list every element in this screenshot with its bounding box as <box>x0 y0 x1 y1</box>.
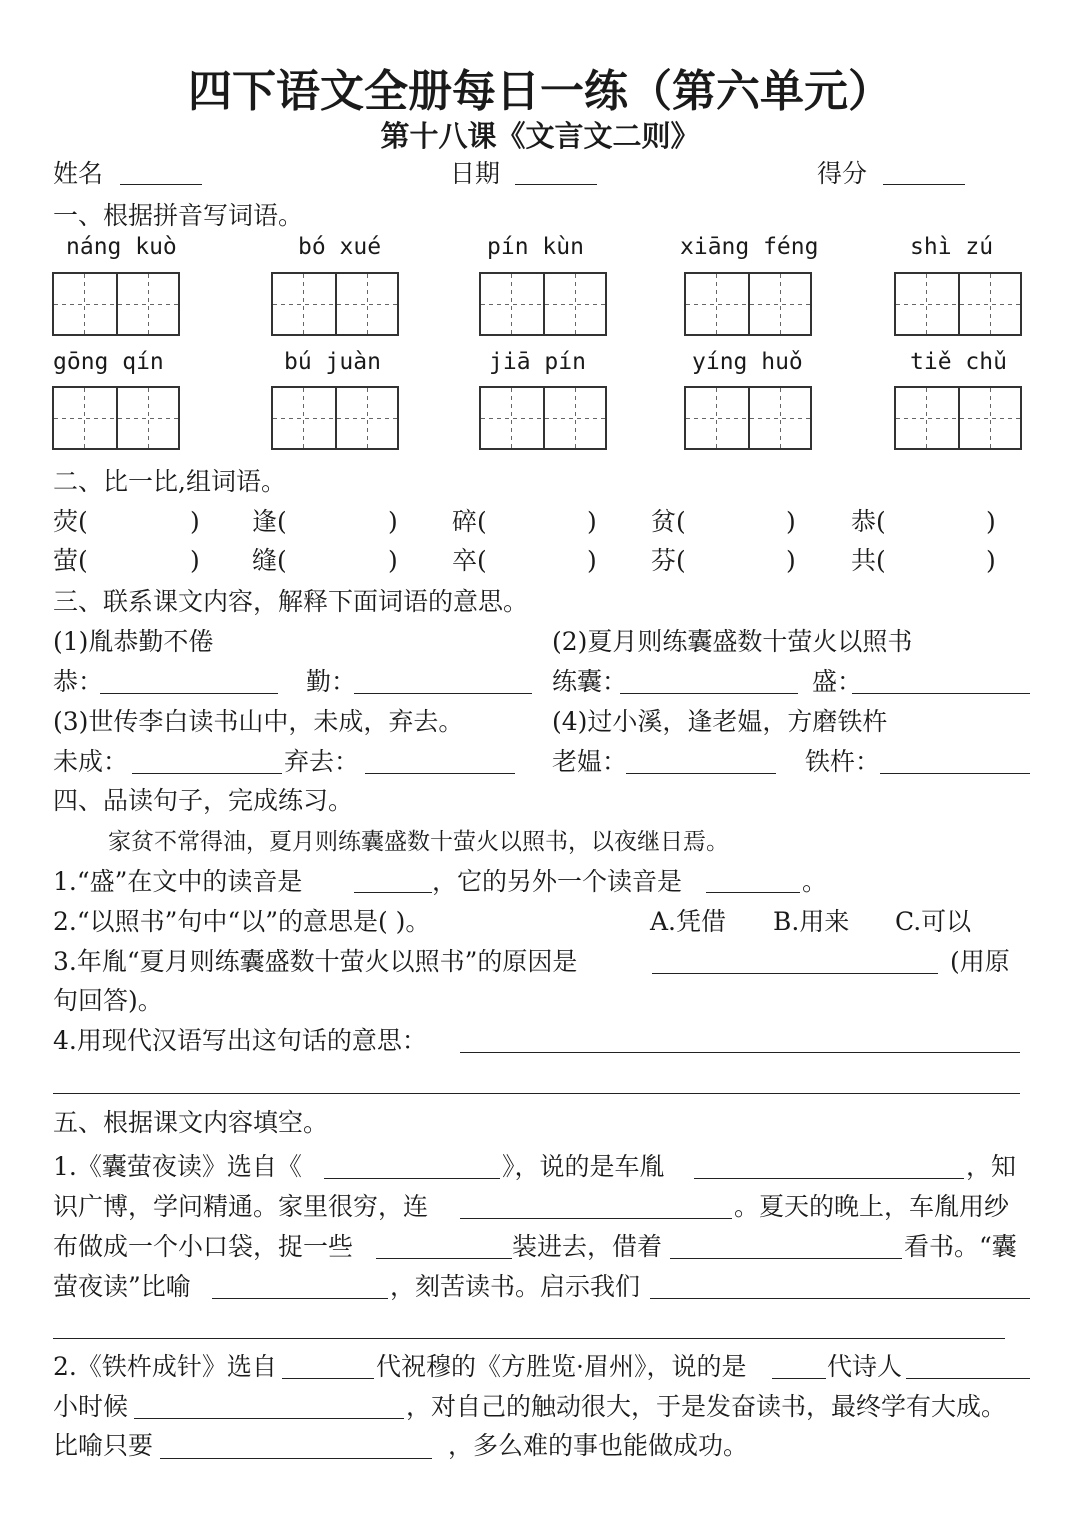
date-blank[interactable] <box>515 184 597 185</box>
answer-blank[interactable] <box>460 1218 732 1219</box>
fill-text: 比喻只要 <box>53 1431 154 1460</box>
passage-text: 家贫不常得油，夏月则练囊盛数十萤火以照书，以夜继日焉。 <box>108 829 729 855</box>
question-4-1-c: 。 <box>802 867 828 896</box>
section1-heading: 一、根据拼音写词语。 <box>53 201 304 230</box>
question-4-3-b: (用原 <box>950 947 1010 976</box>
compare-close: ) <box>587 507 597 536</box>
answer-blank[interactable] <box>282 1378 374 1379</box>
word-label: 老媪： <box>552 747 628 776</box>
lesson-subtitle: 第十八课《文言文二则》 <box>380 119 700 153</box>
answer-blank[interactable] <box>132 773 282 774</box>
answer-blank[interactable] <box>670 1258 902 1259</box>
answer-blank[interactable] <box>134 1418 404 1419</box>
pinyin-label: bú juàn <box>284 349 381 375</box>
word-label: 练囊： <box>552 667 628 696</box>
answer-blank[interactable] <box>880 773 1030 774</box>
score-label: 得分 <box>817 159 868 188</box>
word-label: 恭： <box>53 667 104 696</box>
writing-grid[interactable] <box>52 386 180 450</box>
compare-close: ) <box>388 507 398 536</box>
fill-text: 萤夜读”比喻 <box>53 1272 191 1301</box>
answer-blank[interactable] <box>694 1178 964 1179</box>
pinyin-label: shì zú <box>910 234 994 260</box>
writing-grid[interactable] <box>479 272 607 336</box>
name-blank[interactable] <box>120 184 202 185</box>
compare-char: 逢( <box>252 507 287 536</box>
compare-close: ) <box>190 546 200 575</box>
compare-char: 荧( <box>53 507 88 536</box>
answer-blank[interactable] <box>354 892 432 893</box>
fill-text: 1.《囊萤夜读》选自《 <box>53 1152 302 1181</box>
pinyin-label: xiāng féng <box>680 234 819 260</box>
question-4-3-c: 句回答)。 <box>53 986 163 1015</box>
pinyin-label: jiā pín <box>489 349 586 375</box>
question-3-4: (4)过小溪，逢老媪，方磨铁杵 <box>552 707 888 736</box>
answer-blank[interactable] <box>906 1378 1030 1379</box>
date-label: 日期 <box>450 159 501 188</box>
option-b[interactable]: B.用来 <box>773 907 850 936</box>
worksheet-title: 四下语文全册每日一练（第六单元） <box>188 66 892 117</box>
writing-grid[interactable] <box>271 386 399 450</box>
name-label: 姓名 <box>53 159 104 188</box>
compare-char: 芬( <box>651 546 686 575</box>
fill-text: 识广博，学问精通。家里很穷，连 <box>53 1192 429 1221</box>
writing-grid[interactable] <box>894 272 1022 336</box>
compare-char: 卒( <box>452 546 487 575</box>
pinyin-label: náng kuò <box>66 234 177 260</box>
answer-blank[interactable] <box>852 693 1030 694</box>
answer-blank[interactable] <box>620 693 798 694</box>
option-a[interactable]: A.凭借 <box>650 907 727 936</box>
answer-blank[interactable] <box>160 1458 432 1459</box>
compare-char: 缝( <box>252 546 287 575</box>
compare-char: 碎( <box>452 507 487 536</box>
section5-heading: 五、根据课文内容填空。 <box>53 1108 329 1137</box>
word-label: 铁杵： <box>805 747 881 776</box>
compare-char: 共( <box>851 546 886 575</box>
compare-char: 贫( <box>651 507 686 536</box>
compare-close: ) <box>786 507 796 536</box>
score-blank[interactable] <box>883 184 965 185</box>
answer-blank[interactable] <box>376 1258 512 1259</box>
answer-blank[interactable] <box>53 1093 1020 1094</box>
compare-close: ) <box>388 546 398 575</box>
pinyin-label: gōng qín <box>53 349 164 375</box>
fill-text: 代诗人 <box>827 1352 903 1381</box>
fill-text: 装进去，借着 <box>512 1232 663 1261</box>
compare-close: ) <box>786 546 796 575</box>
writing-grid[interactable] <box>52 272 180 336</box>
pinyin-label: bó xué <box>298 234 382 260</box>
compare-char: 恭( <box>851 507 886 536</box>
fill-text: 代祝穆的《方胜览·眉州》，说的是 <box>376 1352 747 1381</box>
writing-grid[interactable] <box>271 272 399 336</box>
fill-text: ，多么难的事也能做成功。 <box>448 1431 749 1460</box>
word-label: 盛： <box>812 667 863 696</box>
writing-grid[interactable] <box>894 386 1022 450</box>
pinyin-label: tiě chǔ <box>910 349 1007 375</box>
pinyin-label: pín kùn <box>487 234 584 260</box>
fill-text: 2.《铁杵成针》选自 <box>53 1352 277 1381</box>
compare-close: ) <box>587 546 597 575</box>
question-4-4: 4.用现代汉语写出这句话的意思： <box>53 1026 427 1055</box>
answer-blank[interactable] <box>706 892 800 893</box>
compare-close: ) <box>986 507 996 536</box>
compare-close: ) <box>190 507 200 536</box>
answer-blank[interactable] <box>212 1298 388 1299</box>
fill-text: 》，说的是车胤 <box>502 1152 665 1181</box>
question-3-3: (3)世传李白读书山中，未成，弃去。 <box>53 707 464 736</box>
fill-text: 小时候 <box>53 1392 129 1421</box>
pinyin-label: yíng huǒ <box>692 349 803 375</box>
answer-blank[interactable] <box>652 973 938 974</box>
answer-blank[interactable] <box>100 693 278 694</box>
fill-text: ，对自己的触动很大，于是发奋读书，最终学有大成。 <box>406 1392 1007 1421</box>
section4-heading: 四、品读句子，完成练习。 <box>53 786 354 815</box>
answer-blank[interactable] <box>365 773 515 774</box>
fill-text: ，刻苦读书。启示我们 <box>390 1272 641 1301</box>
question-4-1-a: 1.“盛”在文中的读音是 <box>53 867 303 896</box>
compare-char: 萤( <box>53 546 88 575</box>
word-label: 勤： <box>306 667 357 696</box>
answer-blank[interactable] <box>460 1052 1020 1053</box>
word-label: 弃去： <box>284 747 360 776</box>
question-3-2: (2)夏月则练囊盛数十萤火以照书 <box>552 627 913 656</box>
answer-blank[interactable] <box>772 1378 826 1379</box>
fill-text: 看书。“囊 <box>904 1232 1017 1261</box>
fill-text: 布做成一个小口袋，捉一些 <box>53 1232 354 1261</box>
answer-blank[interactable] <box>324 1178 500 1179</box>
option-c[interactable]: C.可以 <box>895 907 972 936</box>
writing-grid[interactable] <box>479 386 607 450</box>
compare-close: ) <box>986 546 996 575</box>
answer-blank[interactable] <box>626 773 776 774</box>
question-4-1-b: ，它的另外一个读音是 <box>432 867 683 896</box>
writing-grid[interactable] <box>684 386 812 450</box>
fill-text: 。夏天的晚上，车胤用纱 <box>734 1192 1010 1221</box>
question-4-3-a: 3.年胤“夏月则练囊盛数十萤火以照书”的原因是 <box>53 947 578 976</box>
writing-grid[interactable] <box>684 272 812 336</box>
section2-heading: 二、比一比,组词语。 <box>53 467 286 496</box>
answer-blank[interactable] <box>354 693 532 694</box>
section3-heading: 三、联系课文内容，解释下面词语的意思。 <box>53 587 529 616</box>
question-4-2: 2.“以照书”句中“以”的意思是( )。 <box>53 907 431 936</box>
answer-blank[interactable] <box>650 1298 1030 1299</box>
answer-blank[interactable] <box>53 1338 1005 1339</box>
question-3-1: (1)胤恭勤不倦 <box>53 627 214 656</box>
fill-text: ，知 <box>966 1152 1017 1181</box>
word-label: 未成： <box>53 747 129 776</box>
